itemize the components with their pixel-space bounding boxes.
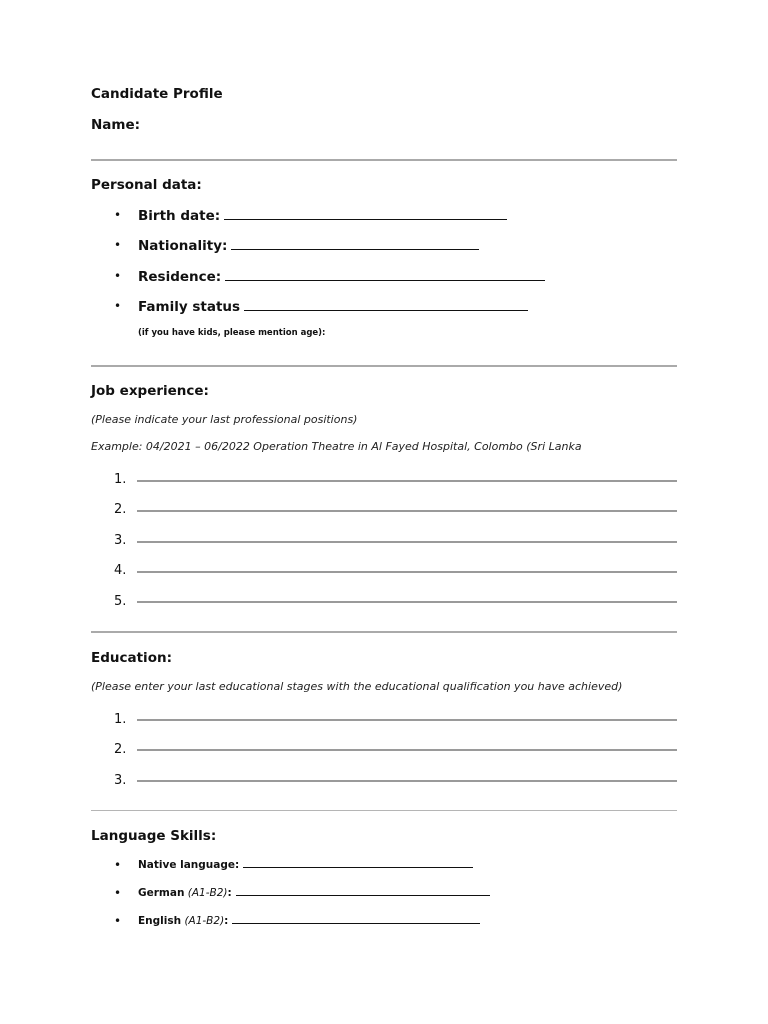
native-language-label: Native language: bbox=[138, 859, 240, 871]
section-divider bbox=[91, 810, 677, 811]
native-language-field[interactable] bbox=[243, 867, 473, 868]
education-entry-line[interactable] bbox=[137, 719, 677, 721]
german-label: German bbox=[138, 887, 185, 899]
education-number: 3. bbox=[114, 773, 127, 788]
job-entry-line[interactable] bbox=[137, 510, 677, 512]
english-colon: : bbox=[224, 915, 229, 927]
name-label: Name: bbox=[91, 117, 141, 133]
german-field[interactable] bbox=[236, 895, 490, 896]
job-experience-heading: Job experience: bbox=[91, 383, 209, 399]
name-field-line[interactable] bbox=[91, 159, 677, 161]
german-row bbox=[138, 887, 490, 899]
education-number: 2. bbox=[114, 742, 127, 757]
bullet-icon: • bbox=[114, 269, 122, 283]
education-hint: (Please enter your last educational stages with the educational qualification you have achieved) bbox=[91, 680, 623, 693]
bullet-icon: • bbox=[114, 886, 122, 900]
bullet-icon: • bbox=[114, 858, 122, 872]
english-label: English bbox=[138, 915, 182, 927]
job-number: 3. bbox=[114, 533, 127, 548]
family-status-note: (if you have kids, please mention age): bbox=[138, 328, 326, 338]
german-level: (A1-B2) bbox=[187, 887, 228, 899]
birth-date-row bbox=[138, 208, 507, 224]
form-title: Candidate Profile bbox=[91, 86, 223, 102]
residence-row bbox=[138, 269, 545, 285]
nationality-label: Nationality: bbox=[138, 238, 228, 254]
bullet-icon: • bbox=[114, 238, 122, 252]
job-entry-line[interactable] bbox=[137, 541, 677, 543]
native-language-row bbox=[138, 859, 473, 871]
residence-label: Residence: bbox=[138, 269, 222, 285]
birth-date-field[interactable] bbox=[224, 219, 507, 220]
family-status-row bbox=[138, 299, 528, 315]
job-experience-hint: (Please indicate your last professional positions) bbox=[91, 413, 358, 426]
nationality-row bbox=[138, 238, 479, 254]
job-number: 4. bbox=[114, 563, 127, 578]
job-entry-line[interactable] bbox=[137, 480, 677, 482]
education-entry-line[interactable] bbox=[137, 780, 677, 782]
english-row bbox=[138, 915, 480, 927]
education-entry-line[interactable] bbox=[137, 749, 677, 751]
job-entry-line[interactable] bbox=[137, 601, 677, 603]
education-heading: Education: bbox=[91, 650, 172, 666]
family-status-field[interactable] bbox=[244, 310, 528, 311]
job-experience-example: Example: 04/2021 – 06/2022 Operation Theatre in Al Fayed Hospital, Colombo (Sri Lanka bbox=[91, 440, 582, 453]
language-skills-heading: Language Skills: bbox=[91, 828, 217, 844]
section-divider bbox=[91, 631, 677, 633]
personal-data-heading: Personal data: bbox=[91, 177, 202, 193]
nationality-field[interactable] bbox=[231, 249, 479, 250]
job-entry-line[interactable] bbox=[137, 571, 677, 573]
family-status-label: Family status bbox=[138, 299, 241, 315]
english-level: (A1-B2) bbox=[184, 915, 225, 927]
job-number: 1. bbox=[114, 472, 127, 487]
bullet-icon: • bbox=[114, 299, 122, 313]
job-number: 2. bbox=[114, 502, 127, 517]
english-field[interactable] bbox=[232, 923, 480, 924]
section-divider bbox=[91, 365, 677, 367]
job-number: 5. bbox=[114, 594, 127, 609]
german-colon: : bbox=[227, 887, 232, 899]
residence-field[interactable] bbox=[225, 280, 545, 281]
bullet-icon: • bbox=[114, 914, 122, 928]
education-number: 1. bbox=[114, 712, 127, 727]
birth-date-label: Birth date: bbox=[138, 208, 221, 224]
bullet-icon: • bbox=[114, 208, 122, 222]
